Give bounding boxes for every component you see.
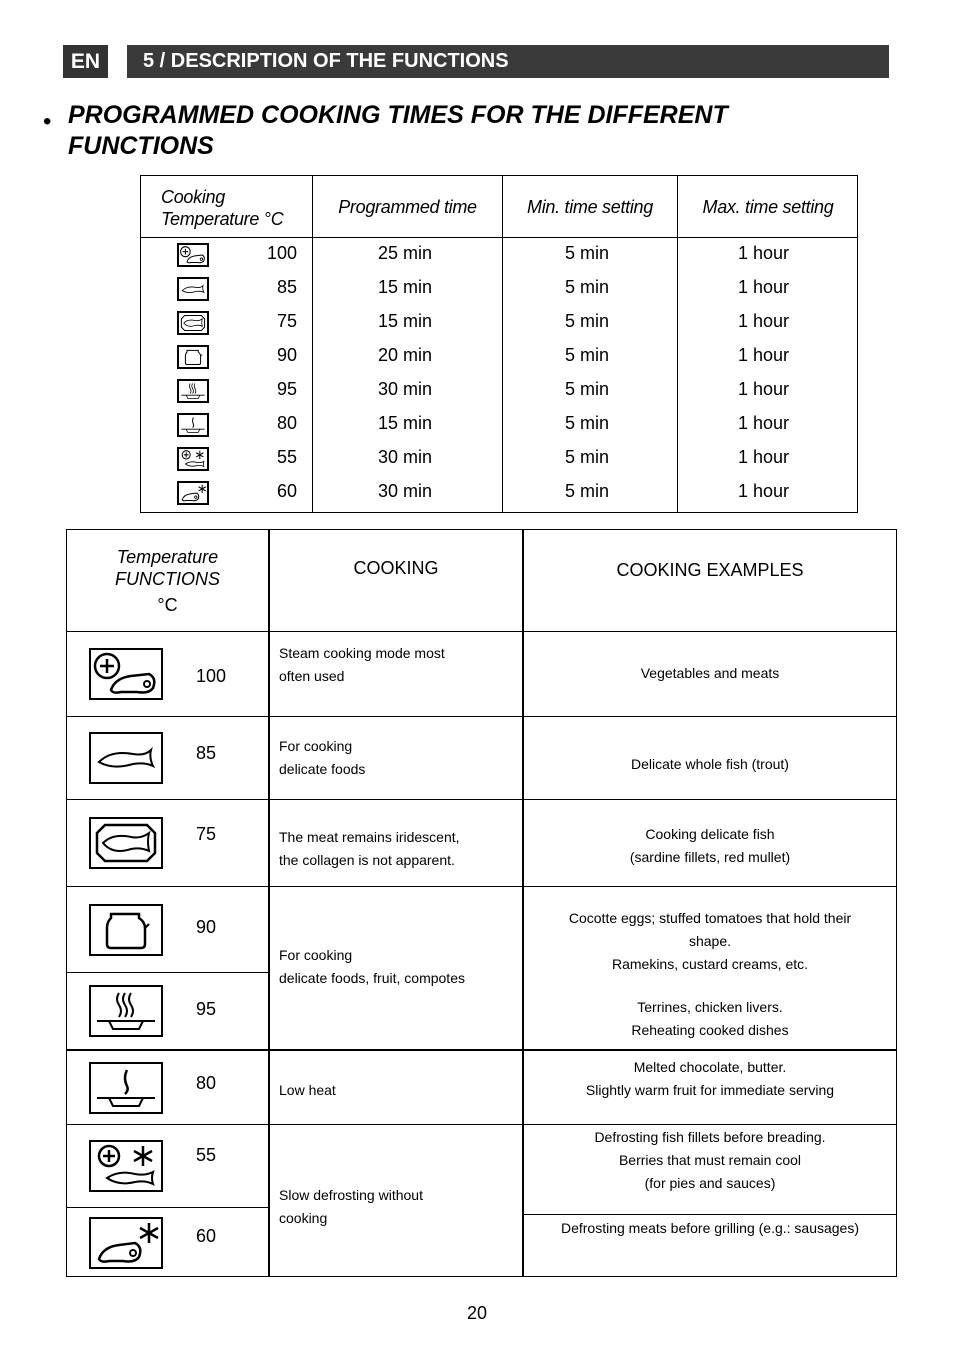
bullet: • <box>43 108 52 135</box>
times-max: 1 hour <box>738 481 790 501</box>
low-heat-icon <box>177 413 209 437</box>
times-max: 1 hour <box>738 447 790 467</box>
example-6: Defrosting fish fillets before breading. Berries that must remain cool (for pies and sauces) <box>594 1129 826 1191</box>
low-heat-icon <box>89 1062 163 1114</box>
times-programmed: 20 min <box>378 345 433 365</box>
times-temp: 75 <box>276 311 297 331</box>
fish-dish-icon <box>177 311 209 335</box>
times-temp: 95 <box>276 379 297 399</box>
times-programmed: 30 min <box>378 379 433 399</box>
section-title-bar: 5 / DESCRIPTION OF THE FUNCTIONS <box>127 45 889 78</box>
programmed-times-table <box>140 175 858 513</box>
cooking-desc-5: Low heat <box>279 1082 336 1098</box>
function-temp: 55 <box>196 1145 217 1165</box>
example-5: Melted chocolate, butter. Slightly warm fruit for immediate serving <box>585 1059 835 1098</box>
times-max: 1 hour <box>738 277 790 297</box>
times-temp: 85 <box>276 277 297 297</box>
steam-meat-icon <box>89 648 163 700</box>
function-temp: 100 <box>196 666 227 686</box>
times-header-max: Max. time setting <box>702 196 834 217</box>
times-min: 5 min <box>565 277 610 297</box>
times-min: 5 min <box>565 447 610 467</box>
times-min: 5 min <box>565 311 610 331</box>
times-max: 1 hour <box>738 413 790 433</box>
functions-header-cooking: COOKING <box>353 558 439 578</box>
times-max: 1 hour <box>738 379 790 399</box>
fish-dish-icon <box>89 817 163 869</box>
function-temp: 85 <box>196 743 217 763</box>
page-title-line-1: PROGRAMMED COOKING TIMES FOR THE DIFFERENT <box>68 101 728 129</box>
times-header-temperature: Cooking Temperature °C <box>161 187 284 229</box>
page-title <box>68 100 828 162</box>
cooking-desc-4: For cooking delicate foods, fruit, compotes <box>279 947 465 986</box>
times-programmed: 25 min <box>378 243 433 263</box>
cooking-desc-6: Slow defrosting without cooking <box>279 1187 423 1226</box>
defrost-fish-icon <box>177 447 209 471</box>
example-2: Delicate whole fish (trout) <box>631 756 789 772</box>
times-programmed: 30 min <box>378 447 433 467</box>
times-programmed: 30 min <box>378 481 433 501</box>
defrost-meat-icon <box>177 481 209 505</box>
cooking-desc-3: The meat remains iridescent, the collagen is not apparent. <box>279 829 460 868</box>
times-temp: 80 <box>276 413 297 433</box>
functions-header-examples: COOKING EXAMPLES <box>616 560 804 580</box>
times-temp: 100 <box>266 243 297 263</box>
times-min: 5 min <box>565 379 610 399</box>
times-temp: 60 <box>276 481 297 501</box>
times-programmed: 15 min <box>378 277 433 297</box>
times-min: 5 min <box>565 243 610 263</box>
example-4: Cocotte eggs; stuffed tomatoes that hold their shape. Ramekins, custard creams, etc. Terrines, chicken livers. Reheating cooked dishes <box>568 910 852 1038</box>
page-title-line-2: FUNCTIONS <box>68 132 214 160</box>
jar-icon <box>177 345 209 369</box>
reheat-dish-icon <box>89 985 163 1037</box>
times-max: 1 hour <box>738 243 790 263</box>
times-max: 1 hour <box>738 345 790 365</box>
functions-table <box>66 529 897 1277</box>
defrost-fish-icon <box>89 1140 163 1192</box>
function-temp: 95 <box>196 999 217 1019</box>
cooking-desc-1: Steam cooking mode most often used <box>279 645 445 684</box>
cooking-desc-2: For cooking delicate foods <box>279 738 366 777</box>
times-header-programmed: Programmed time <box>338 196 477 217</box>
times-max: 1 hour <box>738 311 790 331</box>
defrost-meat-icon <box>89 1217 163 1269</box>
times-min: 5 min <box>565 345 610 365</box>
reheat-dish-icon <box>177 379 209 403</box>
times-temp: 90 <box>276 345 297 365</box>
times-programmed: 15 min <box>378 311 433 331</box>
times-programmed: 15 min <box>378 413 433 433</box>
example-3: Cooking delicate fish (sardine fillets, red mullet) <box>629 826 791 865</box>
times-min: 5 min <box>565 413 610 433</box>
fish-icon <box>89 732 163 784</box>
function-temp: 90 <box>196 917 217 937</box>
fish-icon <box>177 277 209 301</box>
functions-header-temperature: Temperature FUNCTIONS °C <box>115 547 220 615</box>
function-temp: 80 <box>196 1073 217 1093</box>
times-temp: 55 <box>276 447 297 467</box>
language-badge: EN <box>63 45 108 78</box>
times-header-min: Min. time setting <box>527 196 653 217</box>
function-temp: 75 <box>196 824 217 844</box>
example-1: Vegetables and meats <box>640 665 780 681</box>
page-number: 20 <box>466 1303 488 1323</box>
steam-meat-icon <box>177 243 209 267</box>
function-temp: 60 <box>196 1226 217 1246</box>
times-min: 5 min <box>565 481 610 501</box>
jar-icon <box>89 904 163 956</box>
example-7: Defrosting meats before grilling (e.g.: sausages) <box>560 1220 860 1236</box>
